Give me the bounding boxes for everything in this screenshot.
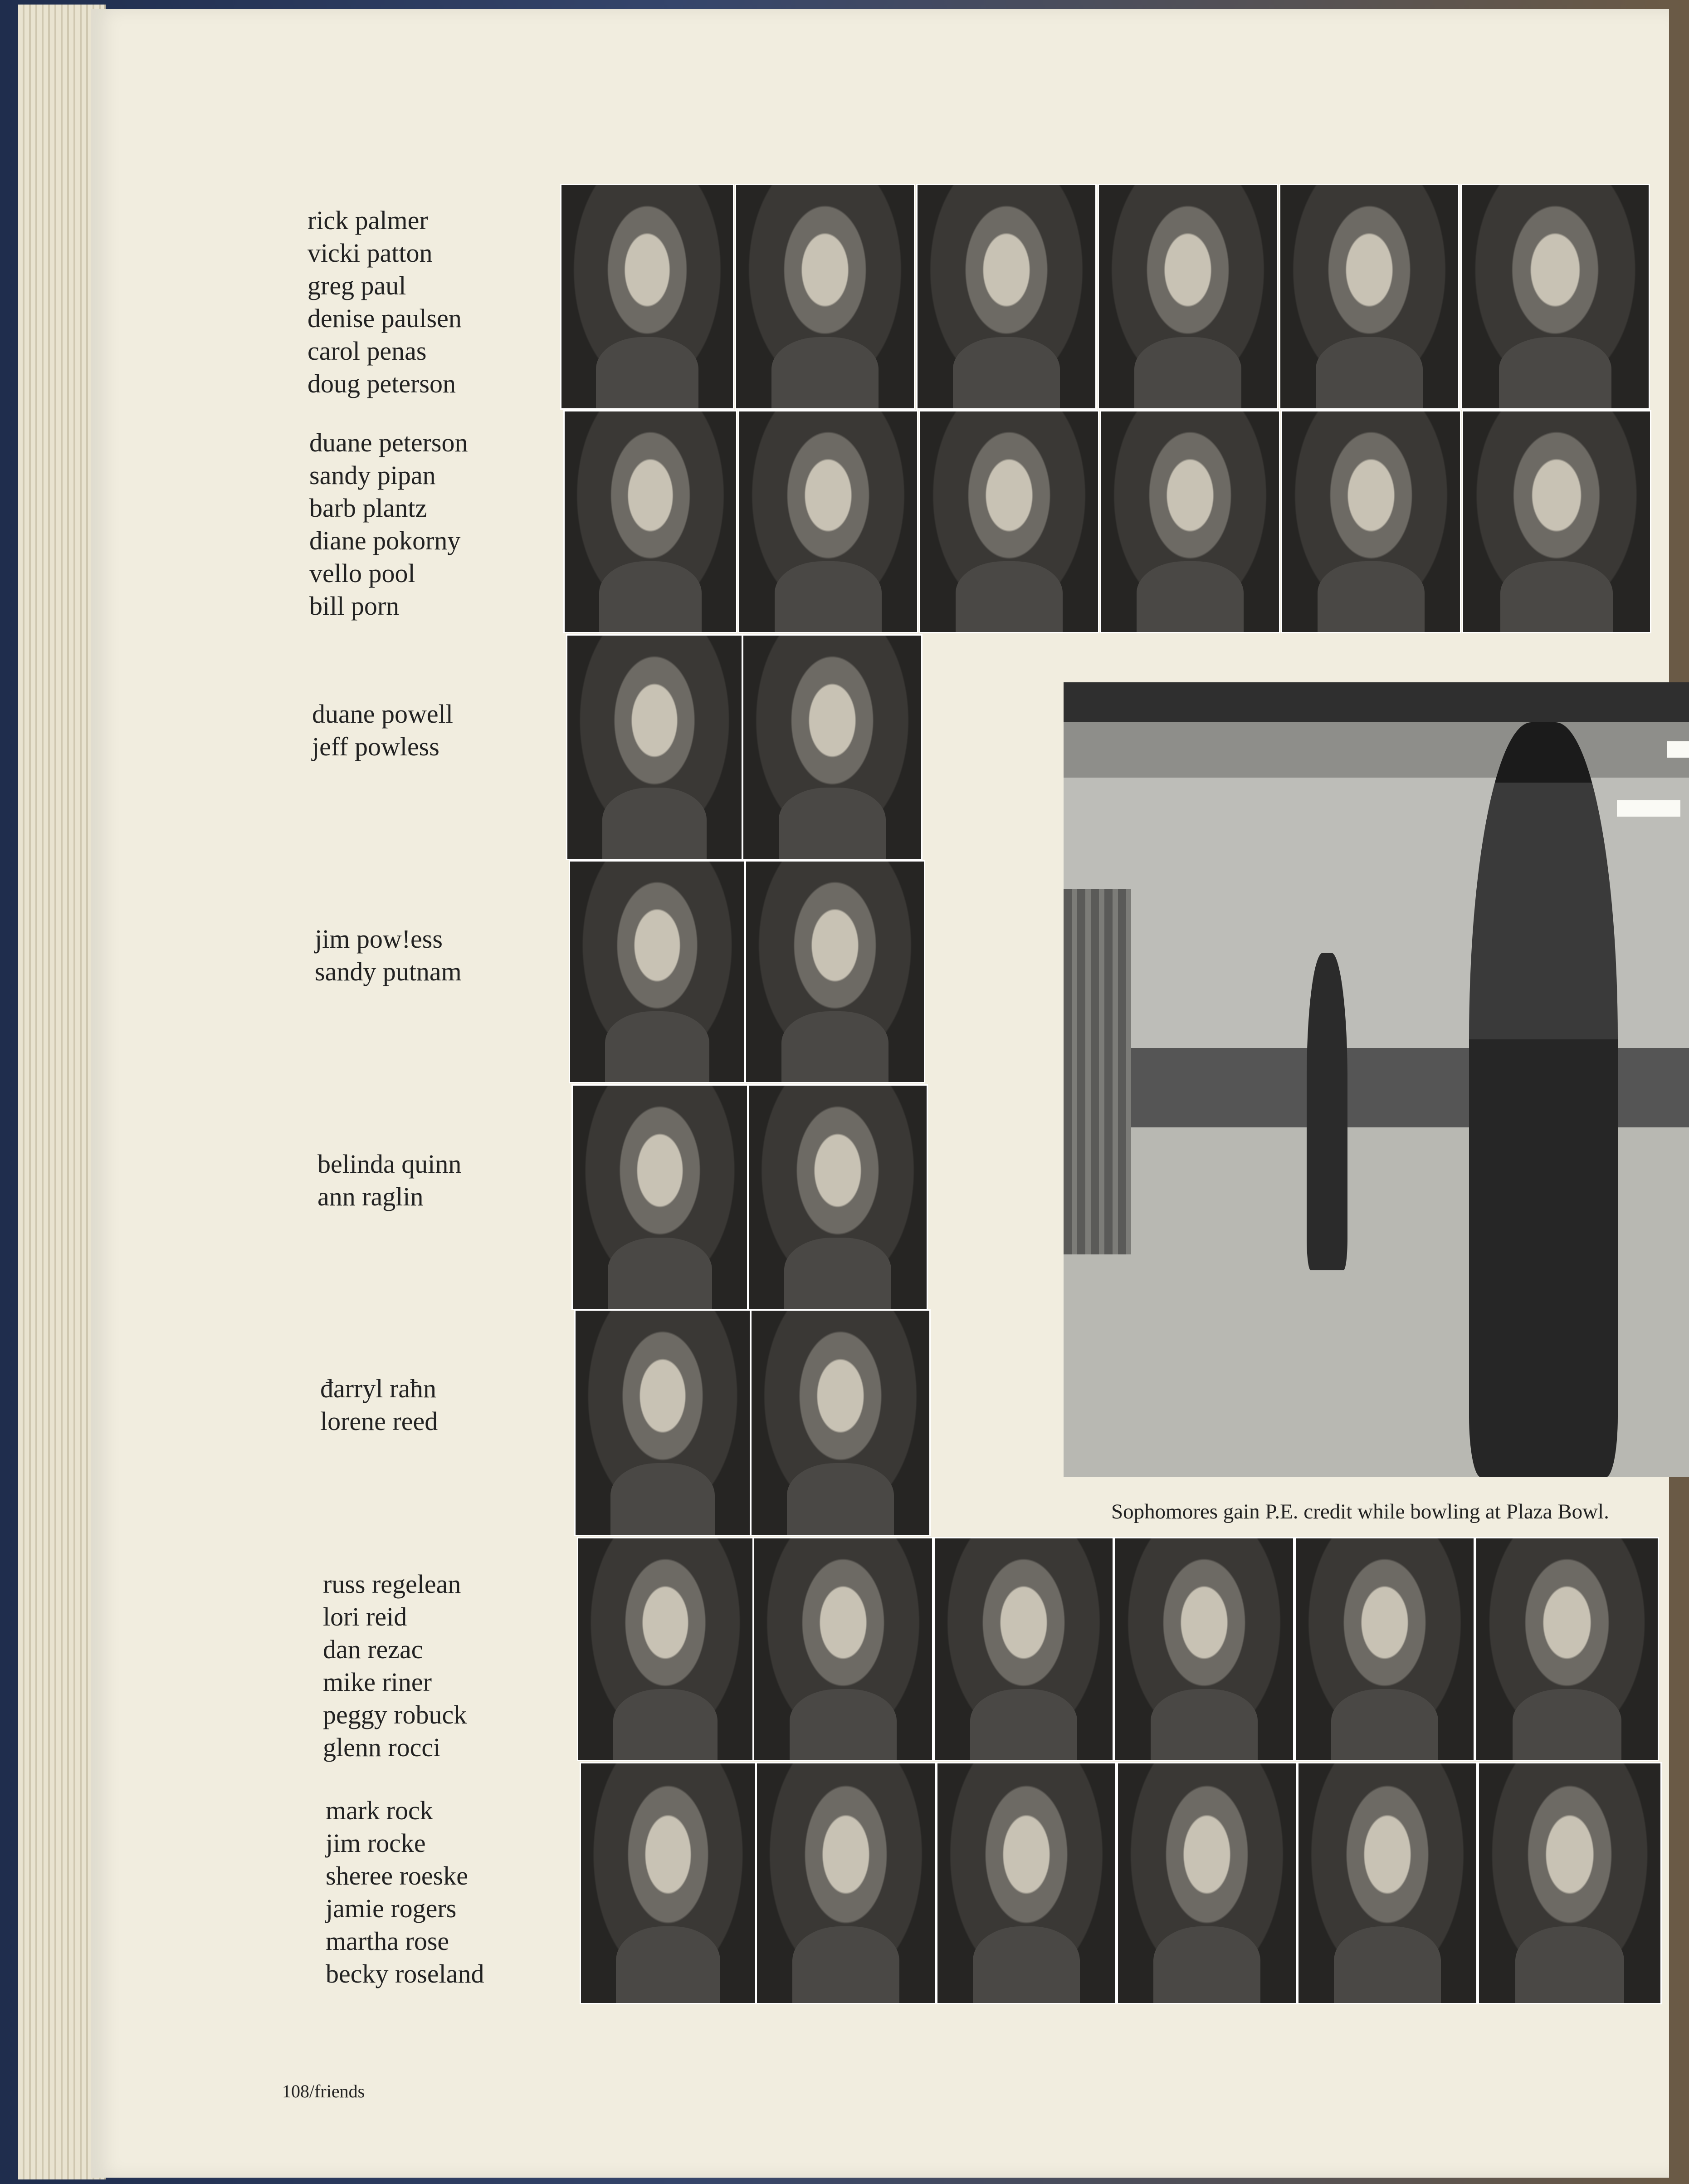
student-portrait [1460,184,1650,410]
student-name: jamie rogers [326,1894,457,1923]
name-list-row-3 [312,698,453,763]
student-name: đarryl raћn [320,1374,437,1403]
name-list-row-4 [315,923,462,988]
name-list-row-5 [317,1148,461,1213]
student-name: vicki patton [308,238,433,268]
yearbook-page [91,9,1669,2178]
student-name: vello pool [309,558,415,588]
bowling-alley-photo [1064,682,1689,1477]
name-list-row-7 [323,1568,467,1764]
student-portrait [747,1084,928,1310]
student-portrait [738,410,918,633]
student-portrait [563,410,737,633]
student-name: doug peterson [308,369,456,398]
ceiling-light [1617,800,1680,817]
student-portrait [750,1309,931,1536]
student-portrait [1478,1762,1662,2004]
name-list-row-6 [320,1372,438,1438]
student-portrait [1475,1537,1659,1761]
student-portrait [936,1762,1117,2004]
student-name: mark rock [326,1796,433,1825]
student-portrait [919,410,1099,633]
student-portrait [933,1537,1114,1761]
background-bowler-figure [1307,953,1347,1271]
name-list-row-1 [308,204,462,400]
student-name: lorene reed [320,1406,438,1436]
student-name: duane powell [312,699,453,729]
student-name: dan rezac [323,1635,423,1664]
name-list-row-8 [326,1794,484,1990]
student-name: peggy robuck [323,1700,467,1729]
photo-caption: Sophomores gain P.E. credit while bowling at Plaza Bowl. [1111,1500,1609,1523]
student-portrait [1114,1537,1294,1761]
student-portrait [569,860,746,1083]
student-name: lori reid [323,1602,407,1631]
student-name: sandy putnam [315,957,462,986]
student-portrait [756,1762,936,2004]
student-portrait [566,634,743,860]
student-name: denise paulsen [308,304,462,333]
student-portrait [1294,1537,1475,1761]
student-name: martha rose [326,1926,449,1956]
student-name: jim rocke [326,1828,426,1858]
student-portrait [1098,184,1278,410]
student-name: bill porn [309,591,400,621]
student-name: duane peterson [309,428,468,457]
student-portrait [916,184,1097,410]
student-name: diane pokorny [309,526,461,555]
student-portrait [580,1762,757,2004]
student-portrait [560,184,734,410]
ceiling-light [1667,741,1689,758]
student-portrait [1279,184,1460,410]
student-name: glenn rocci [323,1733,441,1762]
student-name: greg paul [308,271,406,300]
student-portrait [571,1084,748,1310]
student-portrait [1117,1762,1297,2004]
student-portrait [753,1537,933,1761]
student-name: mike riner [323,1667,432,1697]
student-name: becky roseland [326,1959,484,1988]
student-name: rick palmer [308,206,428,235]
student-name: russ regelean [323,1569,461,1599]
student-figure [1469,722,1618,1477]
student-portrait [1462,410,1651,633]
student-name: sandy pipan [309,460,436,490]
student-name: jim pow!ess [315,924,443,954]
student-name: barb plantz [309,493,427,523]
student-name: jeff powless [312,732,439,761]
student-name: carol penas [308,336,427,366]
bowling-lane-wall [1064,889,1131,1255]
student-portrait [735,184,915,410]
student-portrait [574,1309,751,1536]
student-portrait [1297,1762,1478,2004]
student-portrait [1281,410,1461,633]
student-portrait [745,860,925,1083]
student-portrait [742,634,923,860]
student-name: ann raglin [317,1182,424,1211]
student-portrait [577,1537,754,1761]
page-folio: 108/friends [282,2081,365,2101]
student-name: belinda quinn [317,1149,462,1179]
name-list-row-2 [309,426,468,622]
student-name: sheree roeske [326,1861,468,1890]
student-portrait [1100,410,1280,633]
